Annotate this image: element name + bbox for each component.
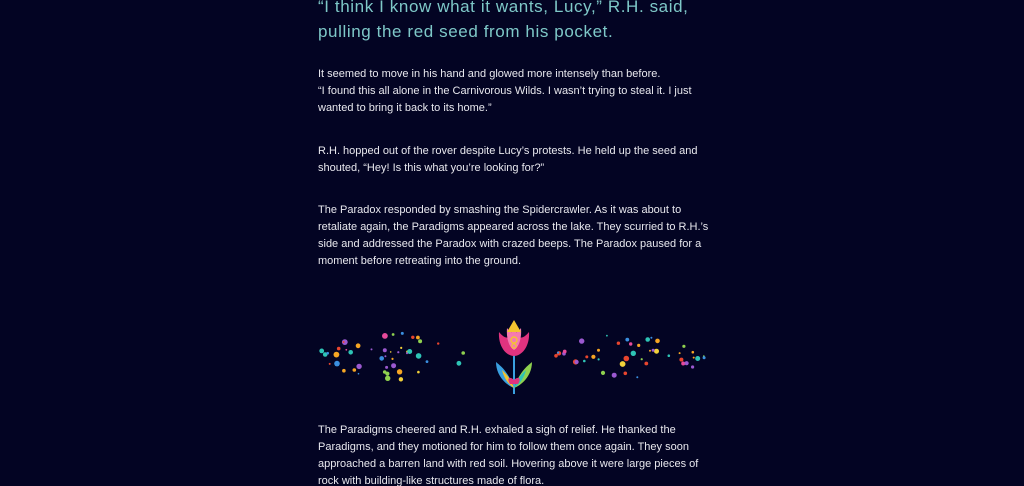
- confetti-dots-left: [319, 332, 465, 382]
- story-paragraph-1: [318, 66, 718, 117]
- paragraph-line: It seemed to move in his hand and glowed more intensely than before.: [318, 68, 661, 80]
- heading-line-1: “I think I know what it wants, Lucy,” R.H. said,: [318, 0, 689, 16]
- confetti-dot: [620, 361, 626, 367]
- confetti-dot: [348, 350, 353, 355]
- flower-icon: [496, 320, 532, 394]
- confetti-dot: [416, 353, 422, 359]
- confetti-dot: [406, 352, 408, 354]
- paragraph-line: retaliate again, the Paradigms appeared across the lake. They scurried to R.H.’s: [318, 221, 709, 233]
- confetti-dot: [385, 376, 390, 381]
- confetti-dot: [703, 356, 706, 359]
- confetti-dot: [679, 352, 681, 354]
- confetti-dot: [579, 338, 584, 343]
- confetti-dot: [400, 347, 402, 349]
- confetti-dot: [612, 373, 617, 378]
- confetti-dot: [334, 361, 340, 367]
- confetti-dot: [682, 345, 685, 348]
- story-paragraph-2: [318, 143, 718, 177]
- paragraph-line: The Paradigms cheered and R.H. exhaled a sigh of relief. He thanked the: [318, 424, 676, 436]
- confetti-dot: [583, 360, 586, 363]
- confetti-dot: [383, 348, 387, 352]
- confetti-dot: [334, 352, 340, 358]
- confetti-dot: [401, 332, 404, 335]
- confetti-dot: [411, 336, 414, 339]
- confetti-dot: [652, 349, 655, 352]
- confetti-dot: [649, 350, 651, 352]
- confetti-dot: [625, 338, 629, 342]
- confetti-dot: [392, 333, 395, 336]
- confetti-dot: [358, 373, 360, 375]
- confetti-dot: [391, 358, 393, 360]
- confetti-dot: [326, 352, 329, 355]
- confetti-dot: [397, 351, 399, 353]
- confetti-dot: [461, 351, 465, 355]
- confetti-dot: [379, 356, 384, 361]
- paragraph-line: rock with building-like structures made of flora.: [318, 475, 545, 486]
- confetti-dot: [356, 364, 361, 369]
- confetti-dots-right: [554, 335, 705, 378]
- confetti-dot: [624, 356, 630, 362]
- confetti-dot: [417, 371, 420, 374]
- confetti-dot: [641, 358, 643, 360]
- confetti-dot: [437, 342, 439, 344]
- confetti-dot: [692, 351, 695, 354]
- confetti-dot: [636, 376, 638, 378]
- paragraph-line: Paradigms, and they motioned for him to follow them once again. They soon: [318, 441, 689, 453]
- confetti-dot: [644, 362, 648, 366]
- confetti-dot: [390, 351, 392, 353]
- confetti-dot: [650, 337, 652, 339]
- confetti-dot: [591, 355, 595, 359]
- paragraph-line: R.H. hopped out of the rover despite Lucy’s protests. He held up the seed and: [318, 145, 698, 157]
- confetti-dot: [385, 372, 389, 376]
- confetti-dot: [598, 358, 600, 360]
- confetti-dot: [391, 363, 396, 368]
- paragraph-line: side and addressed the Paradox with crazed beeps. The Paradox paused for a: [318, 238, 702, 250]
- paragraph-line: moment before retreating into the ground.: [318, 255, 522, 267]
- confetti-dot: [385, 366, 388, 369]
- confetti-dot: [606, 335, 608, 337]
- paragraph-line: “I found this all alone in the Carnivorous Wilds. I wasn’t trying to steal it. I just: [318, 85, 692, 97]
- confetti-dot: [384, 355, 386, 357]
- confetti-dot: [575, 360, 579, 364]
- confetti-dot: [356, 343, 361, 348]
- confetti-dot: [691, 365, 694, 368]
- story-heading: [318, 0, 718, 44]
- confetti-dot: [457, 361, 462, 366]
- confetti-dot: [399, 377, 403, 381]
- confetti-dot: [343, 341, 345, 343]
- confetti-dot: [685, 361, 689, 365]
- confetti-dot: [668, 354, 671, 357]
- confetti-dot: [645, 337, 650, 342]
- confetti-dot: [337, 347, 341, 351]
- confetti-dot: [418, 339, 422, 343]
- confetti-dot: [416, 336, 420, 340]
- confetti-dot: [695, 356, 700, 361]
- confetti-dot: [629, 342, 632, 345]
- confetti-dot: [601, 371, 605, 375]
- confetti-dot: [329, 363, 331, 365]
- confetti-dot: [319, 349, 324, 354]
- confetti-dot: [426, 360, 429, 363]
- confetti-dot: [655, 339, 660, 344]
- confetti-dot: [382, 333, 388, 339]
- story-paragraph-4: [318, 422, 718, 486]
- confetti-dot: [371, 348, 373, 350]
- confetti-dot: [353, 368, 357, 372]
- confetti-dot: [342, 369, 346, 373]
- heading-line-2: pulling the red seed from his pocket.: [318, 22, 614, 41]
- confetti-dot: [563, 350, 567, 354]
- confetti-dot: [679, 358, 683, 362]
- confetti-dot: [557, 352, 559, 354]
- paragraph-line: wanted to bring it back to its home.”: [318, 102, 492, 114]
- confetti-dot: [397, 369, 402, 374]
- paragraph-line: approached a barren land with red soil. Hovering above it were large pieces of: [318, 458, 699, 470]
- confetti-dot: [693, 357, 695, 359]
- confetti-dot: [597, 349, 600, 352]
- flower-divider: [316, 318, 712, 398]
- confetti-dot: [654, 349, 659, 354]
- confetti-dot: [617, 342, 620, 345]
- story-paragraph-3: [318, 202, 718, 270]
- confetti-dot: [345, 349, 347, 351]
- confetti-dot: [624, 372, 628, 376]
- confetti-dot: [637, 344, 640, 347]
- confetti-dot: [631, 351, 636, 356]
- paragraph-line: shouted, “Hey! Is this what you’re looking for?”: [318, 162, 545, 174]
- confetti-dot: [585, 355, 588, 358]
- paragraph-line: The Paradox responded by smashing the Spidercrawler. As it was about to: [318, 204, 682, 216]
